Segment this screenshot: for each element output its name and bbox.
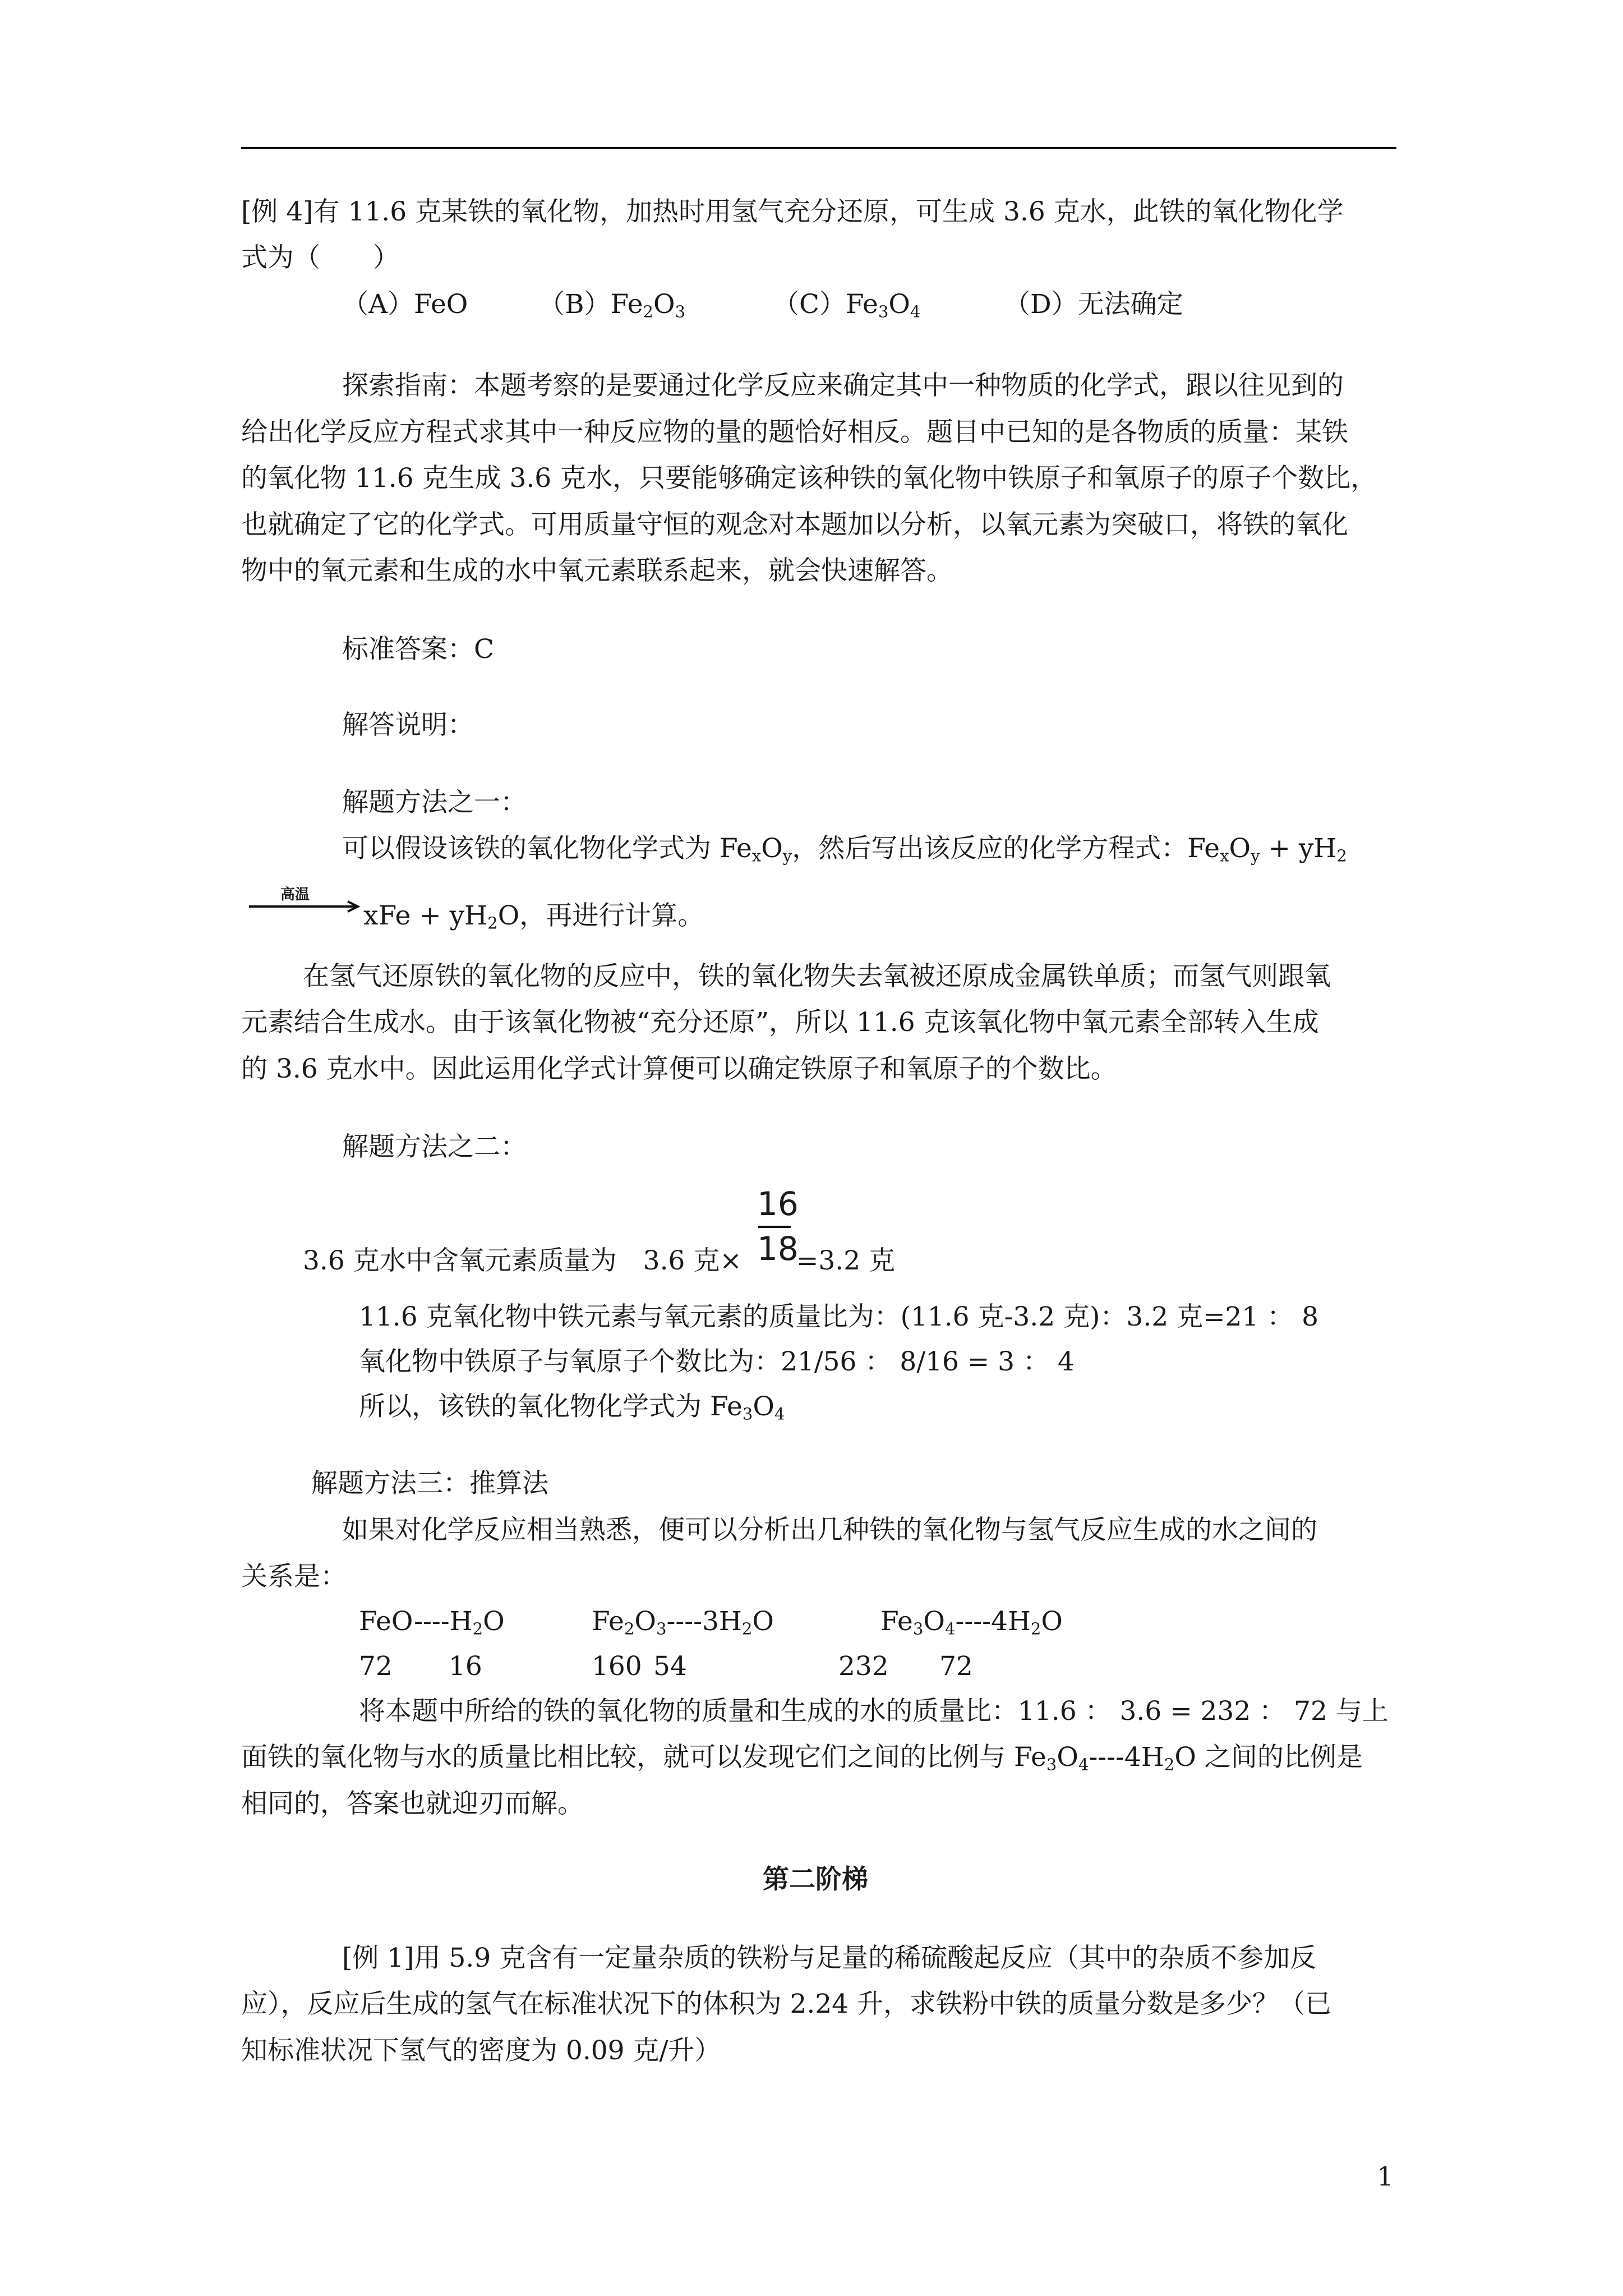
relation-feo: FeO-$---H_2O$ xyxy=(359,1606,505,1639)
option-b: $(B)Fe_2O_3$ xyxy=(538,289,686,321)
paragraph-line1: 在氢气还原铁的氧化物的反应中，铁的氧化物失去氧被还原成金属铁单质；而氢气则跟氧 xyxy=(303,961,1331,992)
example1-line3: 知标准状况下氢气的密度为 0.09 克/升） xyxy=(241,2035,721,2066)
standard-answer: 标准答案：C xyxy=(342,634,494,665)
method1-line1: 可以假设该铁的氧化物化学式为 $Fe_xO_y$，然后写出该反应的化学方程式：$Fe_xO_y + yH_2$ xyxy=(342,833,1347,866)
option-c: $(C)Fe_3O_4$ xyxy=(773,289,921,321)
calc-line1: 3.6 克水中含氧元素质量为 3.6 克× xyxy=(303,1245,742,1276)
calc-line4: 所以，该铁的氧化物化学式为 $Fe_3O_4$ xyxy=(359,1391,785,1424)
mass-h2o-1: 16 xyxy=(449,1651,482,1682)
method1-line2: xFe + $yH_2O$，再进行计算。 xyxy=(363,900,704,933)
relation-fe2o3: $Fe_2O_3----3H_2O$ xyxy=(592,1606,774,1639)
arrow-icon xyxy=(248,886,361,914)
mass-feo: 72 xyxy=(359,1651,393,1682)
guide-line1: 探索指南：本题考察的是要通过化学反应来确定其中一种物质的化学式，跟以往见到的 xyxy=(342,370,1344,401)
page-number: 1 xyxy=(1377,2161,1394,2192)
method3-title: 解题方法三：推算法 xyxy=(311,1468,548,1499)
section-heading: 第二阶梯 xyxy=(763,1864,868,1895)
method3-line1: 如果对化学反应相当熟悉，便可以分析出几种铁的氧化物与氢气反应生成的水之间的 xyxy=(342,1515,1317,1545)
calc-line2: 11.6 克氧化物中铁元素与氧元素的质量比为：(11.6 克-3.2 克)：3.2 克=21 ： 8 xyxy=(359,1301,1319,1332)
paragraph-line2: 元素结合生成水。由于该氧化物被“充分还原”，所以 11.6 克该氧化物中氧元素全部转入生成 xyxy=(241,1007,1319,1038)
option-a: （A）FeO xyxy=(342,289,468,320)
reaction-condition-label: 高温 xyxy=(280,886,310,903)
option-d: （D）无法确定 xyxy=(1004,289,1183,320)
compare-line3: 相同的，答案也就迎刃而解。 xyxy=(241,1788,584,1819)
mass-fe3o4: 232 xyxy=(838,1651,889,1682)
mass-fe2o3: 160 xyxy=(592,1651,642,1682)
calc-line3: 氧化物中铁原子与氧原子个数比为：21/56 ： 8/16 = 3 ： 4 xyxy=(359,1346,1075,1377)
method3-line2: 关系是： xyxy=(241,1561,347,1592)
guide-line4: 也就确定了它的化学式。可用质量守恒的观念对本题加以分析，以氧元素为突破口，将铁的氧化 xyxy=(241,509,1348,540)
guide-line2: 给出化学反应方程式求其中一种反应物的量的题恰好相反。题目中已知的是各物质的质量：某铁 xyxy=(241,417,1348,448)
method2-title: 解题方法之二： xyxy=(342,1131,527,1162)
relation-fe3o4: $Fe_3O_4----4H_2O$ xyxy=(880,1606,1063,1639)
mass-h2o-3: 54 xyxy=(653,1651,687,1682)
example4-line2: 式为（ ） xyxy=(241,242,399,273)
header-rule xyxy=(241,147,1396,149)
fraction-numerator: 16 xyxy=(757,1185,799,1223)
mass-h2o-4: 72 xyxy=(939,1651,973,1682)
example1-line1: [例 1]用 5.9 克含有一定量杂质的铁粉与足量的稀硫酸起反应（其中的杂质不参加反 xyxy=(342,1943,1317,1973)
guide-line5: 物中的氧元素和生成的水中氧元素联系起来，就会快速解答。 xyxy=(241,555,953,586)
example4-line1: [例 4]有 11.6 克某铁的氧化物，加热时用氢气充分还原，可生成 3.6 克水，此铁的氧化物化学 xyxy=(241,196,1344,227)
paragraph-line3: 的 3.6 克水中。因此运用化学式计算便可以确定铁原子和氧原子的个数比。 xyxy=(241,1053,1117,1084)
explanation-heading: 解答说明： xyxy=(342,710,474,740)
calc-line1-result: =3.2 克 xyxy=(796,1245,896,1276)
guide-line3: 的氧化物 11.6 克生成 3.6 克水，只要能够确定该种铁的氧化物中铁原子和氧原子的原子个数比， xyxy=(241,463,1377,494)
method1-title: 解题方法之一： xyxy=(342,787,527,818)
fraction-bar xyxy=(758,1226,791,1228)
reaction-arrow xyxy=(248,886,361,914)
compare-line2: 面铁的氧化物与水的质量比相比较，就可以发现它们之间的比例与 $Fe_3O_4----4H_2O$ 之间的比例是 xyxy=(241,1742,1363,1774)
compare-line1: 将本题中所给的铁的氧化物的质量和生成的水的质量比：11.6 ： 3.6 = 232 ： 72 与上 xyxy=(359,1696,1389,1727)
example1-line2: 应），反应后生成的氢气在标准状况下的体积为 2.24 升，求铁粉中铁的质量分数是多少？（已 xyxy=(241,1989,1332,2019)
fraction-denominator: 18 xyxy=(757,1230,799,1268)
